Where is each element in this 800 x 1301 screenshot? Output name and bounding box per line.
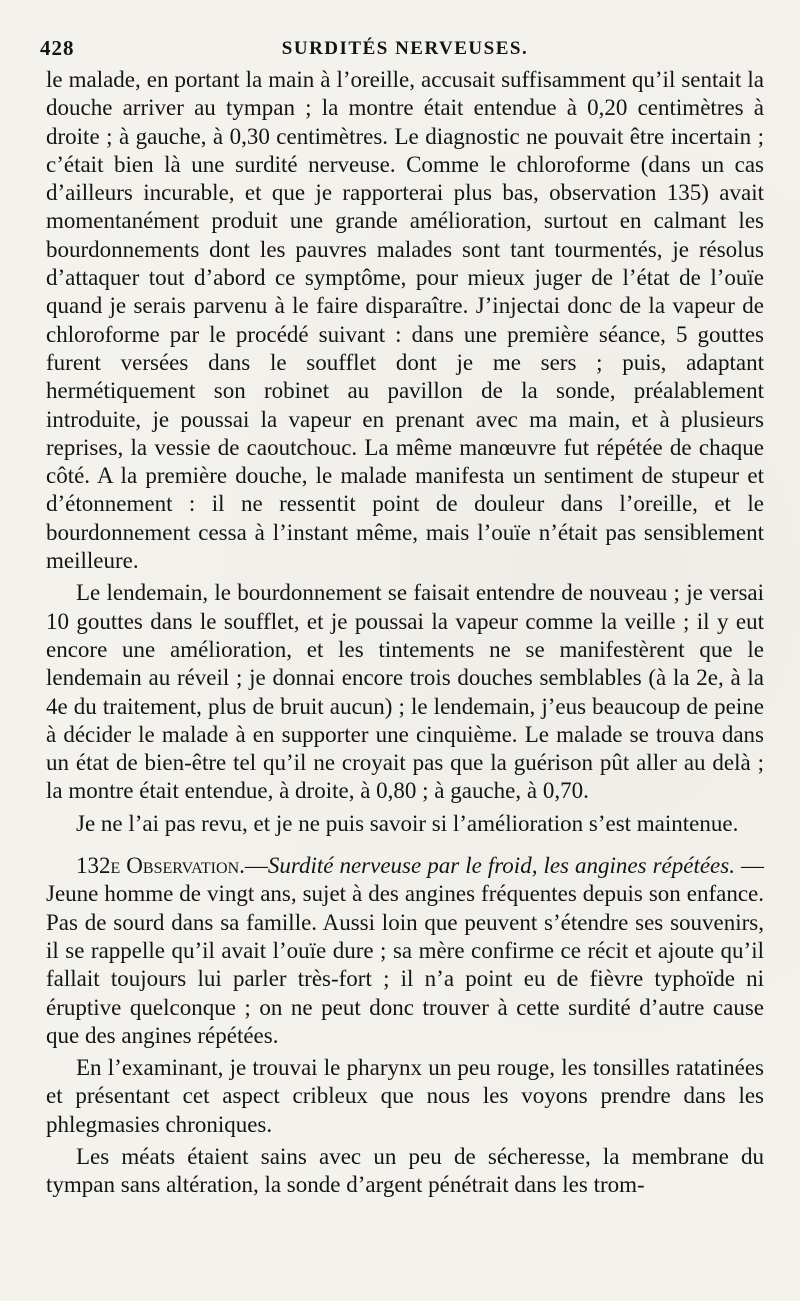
page-header: [40, 26, 764, 66]
running-title: SURDITÉS NERVEUSES.: [281, 38, 529, 59]
page-number: 428: [40, 36, 75, 60]
observation-paragraph: 132e Observation.—Surdité nerveuse par le froid, les angines répétées. — Jeune homme de vingt ans, sujet à des angines fréquentes depuis son enfance. Pas de sourd dans sa famille. Aussi loin que peuvent s’étendre ses souvenirs, il se rappelle qu’il avait l’ouïe dure ; sa mère confirme ce récit et ajoute qu’il fallait toujours lui parler très-fort ; il n’a point eu de fièvre typhoïde ni éruptive quelconque ; on ne peut donc trouver à cette surdité d’autre cause que des angines répétées.: [46, 853, 764, 1048]
paragraph: Je ne l’ai pas revu, et je ne puis savoir si l’amélioration s’est maintenue.: [76, 810, 739, 836]
observation-number: 132e Observation.: [76, 853, 245, 879]
paragraph: Le lendemain, le bourdonnement se faisait entendre de nouveau ; je versai 10 gouttes dans le soufflet, et je poussai la vapeur comme la veille ; il y eut encore une amélioration, et les tintements ne se manifestèrent que le lendemain au réveil ; je donnai encore trois douches semblables (à la 2e, à la 4e du traitement, plus de bruit aucun) ; le lendemain, j’eus beaucoup de peine à décider le malade à en supporter une cinquième. Le malade se trouva dans un état de bien-être tel qu’il ne croyait pas que la guérison pût aller au delà ; la montre était entendue, à droite, à 0,80 ; à gauche, à 0,70.: [46, 580, 764, 804]
observation-text: — Jeune homme de vingt ans, sujet à des angines fréquentes depuis son enfance. Pas de sourd dans sa famille. Aussi loin que peuvent s’étendre ses souvenirs, il se rappelle qu’il avait l’ouïe dure ; sa mère confirme ce récit et ajoute qu’il fallait toujours lui parler très-fort ; il n’a point eu de fièvre typhoïde ni éruptive quelconque ; on ne peut donc trouver à cette surdité d’autre cause que des angines répétées.: [46, 853, 764, 1048]
paragraph: le malade, en portant la main à l’oreille, accusait suffisamment qu’il sentait la douche arriver au tympan ; la montre était entendue à 0,20 centimètres à droite ; à gauche, à 0,30 centimètres. Le diagnostic ne pouvait être incertain ; c’était bien là une surdité nerveuse. Comme le chloroforme (dans un cas d’ailleurs incurable, et que je rapporterai plus bas, observation 135) avait momentanément produit une grande amélioration, surtout en calmant les bourdonnements dont les pauvres malades sont tant tourmentés, je résolus d’attaquer tout d’abord ce symptôme, pour mieux juger de l’état de l’ouïe quand je serais parvenu à le faire disparaître. J’injectai donc de la vapeur de chloroforme par le procédé suivant : dans une première séance, 5 gouttes furent versées dans le soufflet dont je me sers ; puis, adaptant hermétiquement son robinet au pavillon de la sonde, préalablement introduite, je poussai la vapeur en prenant avec ma main, et à plusieurs reprises, la vessie de caoutchouc. La même manœuvre fut répétée de chaque côté. A la première douche, le malade manifesta un sentiment de stupeur et d’étonnement : il ne ressentit point de douleur dans l’oreille, et le bourdonnement cessa à l’instant même, mais l’ouïe n’était pas sensiblement meilleure.: [46, 67, 764, 574]
paragraph: Les méats étaient sains avec un peu de sécheresse, la membrane du tympan sans altération, la sonde d’argent pénétrait dans les trom-: [46, 1143, 764, 1198]
paragraph: En l’examinant, je trouvai le pharynx un peu rouge, les tonsilles ratatinées et présentant cet aspect cribleux que nous les voyons prendre dans les phlegmasies chroniques.: [46, 1055, 764, 1137]
body-text: [46, 66, 764, 1200]
observation-title: Surdité nerveuse par le froid, les angines répétées.: [267, 853, 735, 879]
